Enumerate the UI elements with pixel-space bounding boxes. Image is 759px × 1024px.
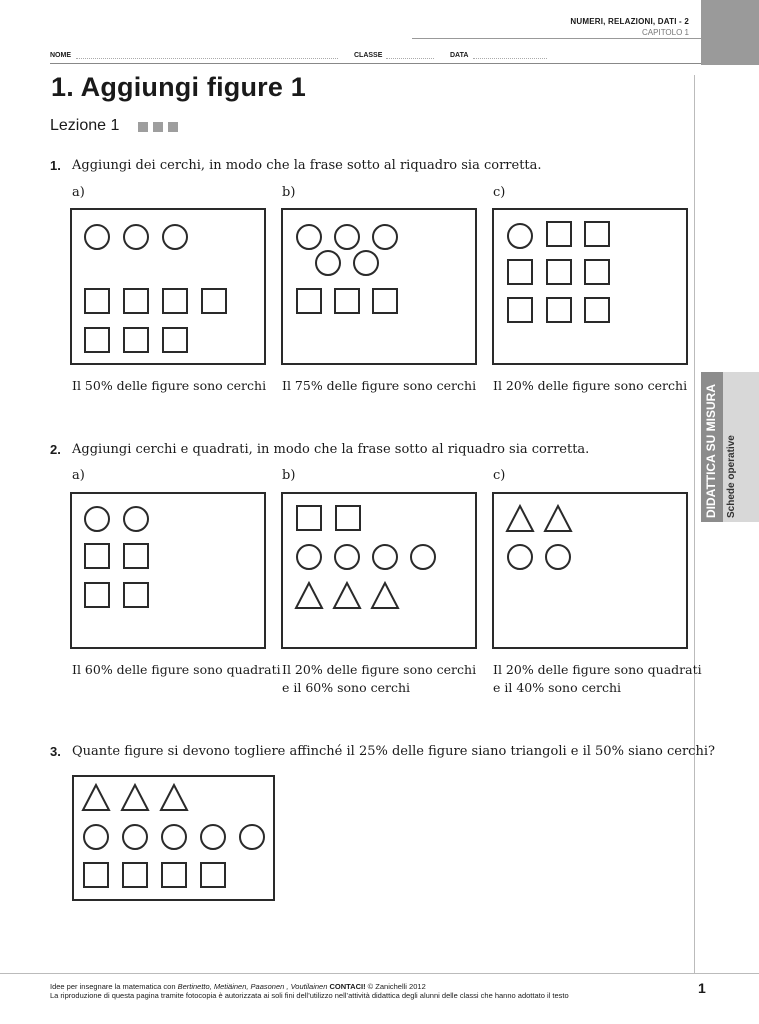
q2-c-caption-line1: Il 20% delle figure sono quadrati [493, 662, 702, 677]
footer-copyright: © Zanichelli 2012 [365, 982, 426, 991]
triangle-shape [507, 506, 533, 531]
square-shape [547, 298, 571, 322]
footer-authors: Bertinetto, Metiäinen, Paasonen , Voutilainen [177, 982, 330, 991]
square-shape [85, 289, 109, 313]
circle-shape [124, 507, 148, 531]
triangle-shape [545, 506, 571, 531]
q2-b-box [281, 492, 477, 649]
q2-b-label: b) [282, 468, 296, 483]
footer-prefix: Idee per insegnare la matematica con [50, 982, 178, 991]
circle-shape [411, 545, 435, 569]
q1-b-box [281, 208, 477, 365]
circle-shape [163, 225, 187, 249]
square-shape [84, 863, 108, 887]
square-shape [336, 506, 360, 530]
q1-a-label: a) [72, 185, 85, 200]
square-shape [547, 260, 571, 284]
q1-a-caption: Il 50% delle figure sono cerchi [72, 378, 267, 393]
circle-shape [335, 545, 359, 569]
sidebar-main-label: DIDATTICA SU MISURA [704, 384, 718, 518]
q1-c-shapes [494, 210, 686, 363]
square-shape [508, 298, 532, 322]
triangle-shape [372, 583, 398, 608]
square-shape [124, 328, 148, 352]
q2-b-caption-line2: e il 60% sono cerchi [282, 680, 411, 695]
circle-shape [201, 825, 225, 849]
question-2-number: 2. [50, 442, 61, 457]
square-shape [163, 289, 187, 313]
question-3-text: Quante figure si devono togliere affinché il 25% delle figure siano triangoli e il 50% siano cerchi? [72, 744, 715, 759]
square-shape [123, 863, 147, 887]
circle-shape [373, 225, 397, 249]
circle-shape [123, 825, 147, 849]
lesson-marker [153, 122, 163, 132]
footer-line-2: La riproduzione di questa pagina tramite fotocopia è autorizzata ai soli fini dell’utilizzo nell’attività didattica degli alunni delle classi che hanno adottato il testo [50, 991, 569, 1000]
question-1-number: 1. [50, 158, 61, 173]
footer-line-1 [50, 982, 569, 991]
q1-a-box [70, 208, 266, 365]
circle-shape [354, 251, 378, 275]
q2-c-label: c) [493, 468, 506, 483]
footer-book-title: CONTACI! [329, 982, 366, 991]
square-shape [508, 260, 532, 284]
square-shape [124, 289, 148, 313]
circle-shape [297, 545, 321, 569]
square-shape [85, 544, 109, 568]
square-shape [163, 328, 187, 352]
square-shape [585, 222, 609, 246]
sidebar-sub-label: Schede operative [726, 435, 737, 518]
square-shape [297, 289, 321, 313]
q1-c-box [492, 208, 688, 365]
triangle-shape [83, 785, 109, 810]
question-2-text: Aggiungi cerchi e quadrati, in modo che la frase sotto al riquadro sia corretta. [72, 442, 590, 457]
circle-shape [508, 224, 532, 248]
circle-shape [373, 545, 397, 569]
margin-line [694, 75, 695, 973]
triangle-shape [122, 785, 148, 810]
q2-b-shapes [283, 494, 475, 647]
circle-shape [546, 545, 570, 569]
square-shape [85, 328, 109, 352]
triangle-shape [296, 583, 322, 608]
q2-c-shapes [494, 494, 686, 647]
circle-shape [84, 825, 108, 849]
triangle-shape [334, 583, 360, 608]
circle-shape [316, 251, 340, 275]
q2-c-box [492, 492, 688, 649]
square-shape [201, 863, 225, 887]
square-shape [124, 544, 148, 568]
square-shape [297, 506, 321, 530]
q2-a-label: a) [72, 468, 85, 483]
q2-c-caption-line2: e il 40% sono cerchi [493, 680, 622, 695]
class-field-label: CLASSE [354, 52, 383, 59]
class-field-line[interactable] [386, 58, 434, 59]
footer-divider [0, 973, 759, 974]
q1-c-caption: Il 20% delle figure sono cerchi [493, 378, 688, 393]
circle-shape [335, 225, 359, 249]
square-shape [85, 583, 109, 607]
circle-shape [85, 507, 109, 531]
q1-c-label: c) [493, 185, 506, 200]
square-shape [162, 863, 186, 887]
circle-shape [124, 225, 148, 249]
square-shape [202, 289, 226, 313]
q1-b-shapes [283, 210, 475, 363]
q1-a-shapes [72, 210, 264, 363]
circle-shape [508, 545, 532, 569]
date-field-label: DATA [450, 52, 469, 59]
square-shape [585, 298, 609, 322]
square-shape [335, 289, 359, 313]
page-number: 1 [698, 980, 706, 996]
q3-shapes [74, 777, 273, 899]
q2-a-caption: Il 60% delle figure sono quadrati [72, 662, 281, 677]
lesson-title: Lezione 1 [50, 117, 120, 134]
q2-b-caption-line1: Il 20% delle figure sono cerchi [282, 662, 477, 677]
page-title: 1. Aggiungi figure 1 [51, 72, 307, 102]
name-field-label: NOME [50, 52, 71, 59]
q1-b-caption: Il 75% delle figure sono cerchi [282, 378, 477, 393]
square-shape [373, 289, 397, 313]
circle-shape [240, 825, 264, 849]
lesson-marker [168, 122, 178, 132]
square-shape [547, 222, 571, 246]
triangle-shape [161, 785, 187, 810]
lesson-marker [138, 122, 148, 132]
q2-a-box [70, 492, 266, 649]
section-title: NUMERI, RELAZIONI, DATI - 2 [570, 17, 689, 26]
q2-a-shapes [72, 494, 264, 647]
square-shape [585, 260, 609, 284]
circle-shape [85, 225, 109, 249]
date-field-line[interactable] [473, 58, 547, 59]
fields-divider [50, 63, 701, 64]
corner-grey-block [701, 0, 759, 65]
circle-shape [162, 825, 186, 849]
square-shape [124, 583, 148, 607]
q1-b-label: b) [282, 185, 296, 200]
question-1-text: Aggiungi dei cerchi, in modo che la frase sotto al riquadro sia corretta. [72, 158, 542, 173]
header-divider [412, 38, 701, 39]
question-3-number: 3. [50, 744, 61, 759]
name-field-line[interactable] [76, 58, 338, 59]
circle-shape [297, 225, 321, 249]
footer-credits [50, 982, 569, 1000]
q3-box [72, 775, 275, 901]
chapter-label: CAPITOLO 1 [642, 28, 689, 37]
